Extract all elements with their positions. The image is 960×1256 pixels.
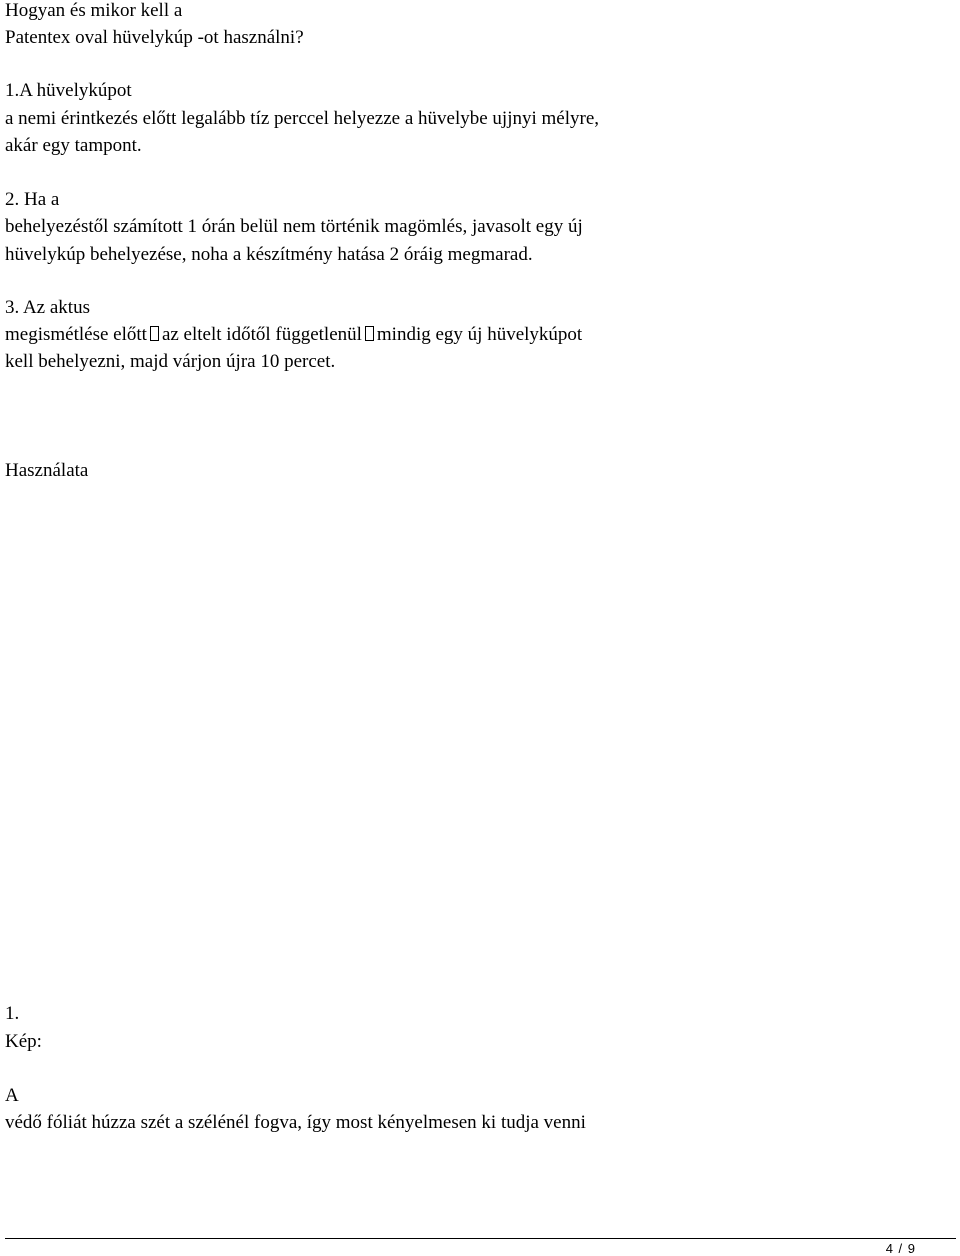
figure-caption-line-1: A <box>5 1085 19 1106</box>
title-line-1: Hogyan és mikor kell a <box>5 0 183 21</box>
title-line-2: Patentex oval hüvelykúp -ot használni? <box>5 27 304 48</box>
step-3-part-3: mindig egy új hüvelykúpot <box>376 324 583 345</box>
missing-glyph-icon <box>365 326 374 341</box>
figure-caption-line-2: védő fóliát húzza szét a szélénél fogva, így most kényelmesen ki tudja venni <box>5 1112 586 1133</box>
step-3-heading: 3. Az aktus <box>5 297 90 318</box>
figure-number: 1. <box>5 1003 20 1024</box>
step-2-heading: 2. Ha a <box>5 189 60 210</box>
figure-label: Kép: <box>5 1031 42 1052</box>
missing-glyph-icon <box>150 326 159 341</box>
section-heading: Használata <box>5 460 89 481</box>
step-3-part-2: az eltelt időtől függetlenül <box>161 324 362 345</box>
step-2-text-line-1: behelyezéstől számított 1 órán belül nem történik magömlés, javasolt egy új <box>5 216 583 237</box>
step-3-part-1: megismétlése előtt <box>5 324 147 345</box>
step-3-text-line-2: kell behelyezni, majd várjon újra 10 percet. <box>5 351 336 372</box>
footer-divider <box>5 1238 956 1239</box>
step-1-text-line-2: akár egy tampont. <box>5 135 142 156</box>
page-number: 4 / 9 <box>885 1241 916 1256</box>
step-1-heading: 1.A hüvelykúpot <box>5 80 132 101</box>
step-3-text-line-1 <box>5 324 582 346</box>
step-1-text-line-1: a nemi érintkezés előtt legalább tíz perccel helyezze a hüvelybe ujjnyi mélyre, <box>5 108 600 129</box>
step-2-text-line-2: hüvelykúp behelyezése, noha a készítmény hatása 2 óráig megmarad. <box>5 244 533 265</box>
